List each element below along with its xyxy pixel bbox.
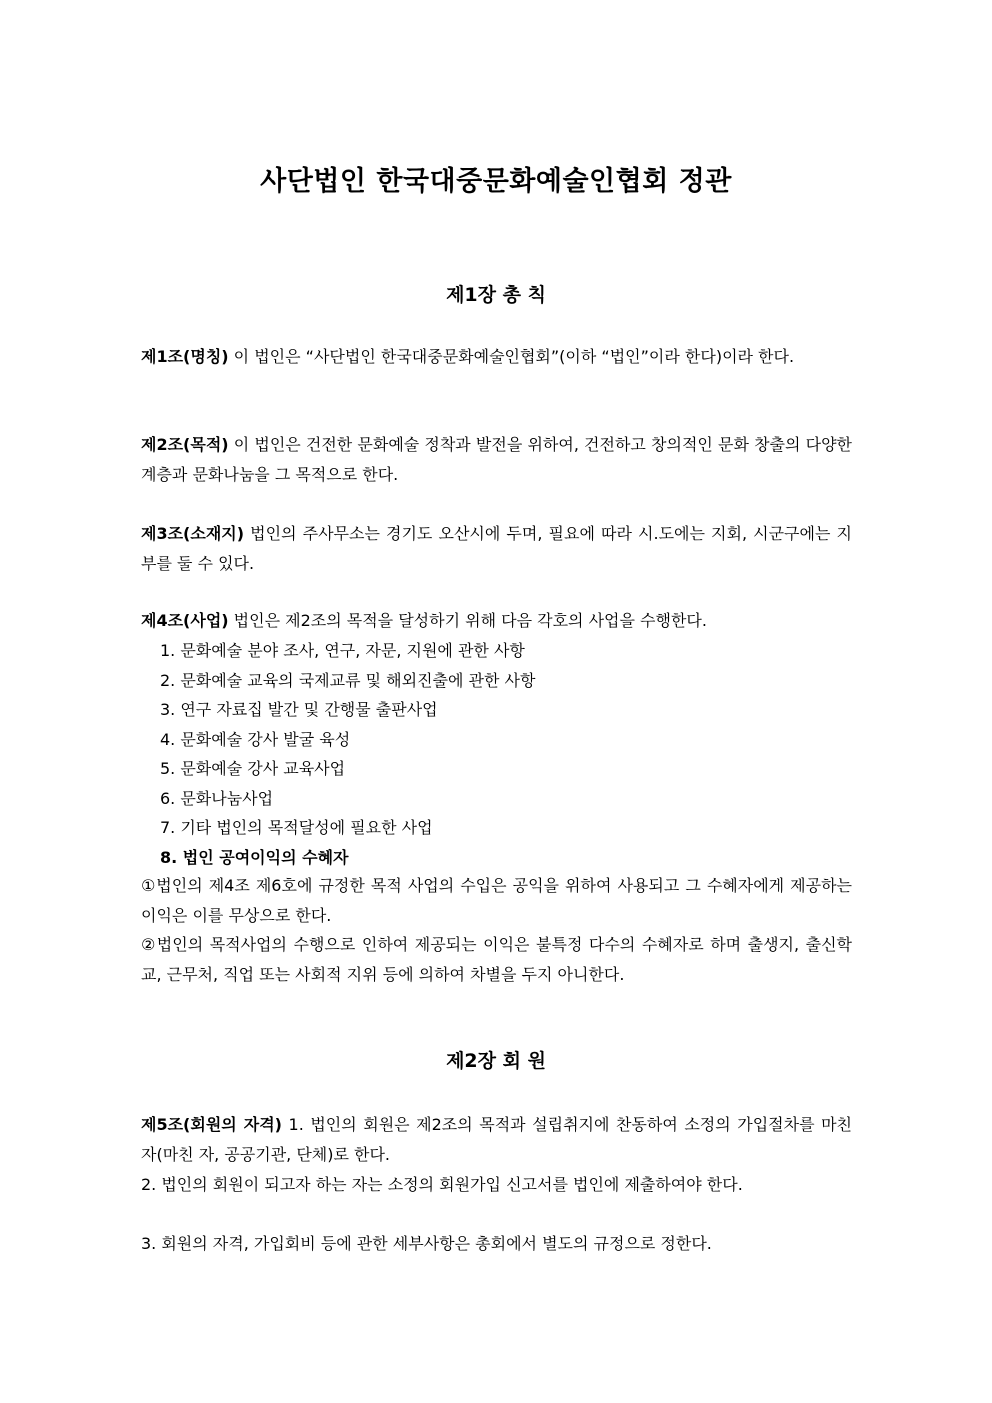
list-item: 2. 문화예술 교육의 국제교류 및 해외진출에 관한 사항 [160, 670, 536, 690]
article-1 [141, 342, 852, 372]
list-item: 6. 문화나눔사업 [160, 788, 274, 808]
list-item: 4. 문화예술 강사 발굴 육성 [160, 729, 351, 749]
article-5-item-3: 3. 회원의 자격, 가입회비 등에 관한 세부사항은 총회에서 별도의 규정으로 정한다. [141, 1234, 712, 1253]
article-4-clause-2: ②법인의 목적사업의 수행으로 인하여 제공되는 이익은 불특정 다수의 수혜자로 하며 출생지, 출신학교, 근무처, 직업 또는 사회적 지위 등에 의하여 차별을 두지 아니한다. [141, 935, 852, 984]
article-1-label: 제1조(명칭) [141, 347, 229, 366]
list-item: 8. 법인 공여이익의 수혜자 [160, 847, 349, 867]
list-item: 1. 문화예술 분야 조사, 연구, 자문, 지원에 관한 사항 [160, 641, 525, 660]
article-4-item-list [160, 636, 852, 872]
article-5-label: 제5조(회원의 자격) [141, 1115, 282, 1134]
article-1-text: 이 법인은 “사단법인 한국대중문화예술인협회”(이하 “법인”이라 한다)이라 한다. [228, 347, 795, 366]
article-4 [141, 606, 852, 636]
article-2-text: 이 법인은 건전한 문화예술 정착과 발전을 위하여, 건전하고 창의적인 문화 창출의 다양한 계층과 문화나눔을 그 목적으로 한다. [141, 435, 852, 484]
list-item: 7. 기타 법인의 목적달성에 필요한 사업 [160, 818, 433, 837]
article-5 [141, 1110, 852, 1169]
article-3 [141, 519, 852, 578]
chapter-1-title: 제1장 총 칙 [446, 284, 546, 306]
document-title: 사단법인 한국대중문화예술인협회 정관 [260, 166, 732, 197]
list-item: 3. 연구 자료집 발간 및 간행물 출판사업 [160, 700, 438, 719]
article-4-label: 제4조(사업) [141, 611, 229, 630]
list-item: 5. 문화예술 강사 교육사업 [160, 759, 346, 778]
article-2-label: 제2조(목적) [141, 435, 229, 454]
chapter-2-title: 제2장 회 원 [446, 1050, 546, 1072]
article-5-item-2: 2. 법인의 회원이 되고자 하는 자는 소정의 회원가입 신고서를 법인에 제출하여야 한다. [141, 1175, 743, 1194]
article-5-text: 1. 법인의 회원은 제2조의 목적과 설립취지에 찬동하여 소정의 가입절차를 마친 자(마친 자, 공공기관, 단체)로 한다. [141, 1115, 852, 1164]
article-4-clause-1: ①법인의 제4조 제6호에 규정한 목적 사업의 수입은 공익을 위하여 사용되고 그 수혜자에게 제공하는 이익은 이를 무상으로 한다. [141, 876, 852, 925]
article-3-label: 제3조(소재지) [141, 524, 245, 543]
article-4-text: 법인은 제2조의 목적을 달성하기 위해 다음 각호의 사업을 수행한다. [228, 611, 707, 630]
article-3-text: 법인의 주사무소는 경기도 오산시에 두며, 필요에 따라 시.도에는 지회, 시군구에는 지부를 둘 수 있다. [141, 524, 852, 573]
article-2 [141, 430, 852, 489]
